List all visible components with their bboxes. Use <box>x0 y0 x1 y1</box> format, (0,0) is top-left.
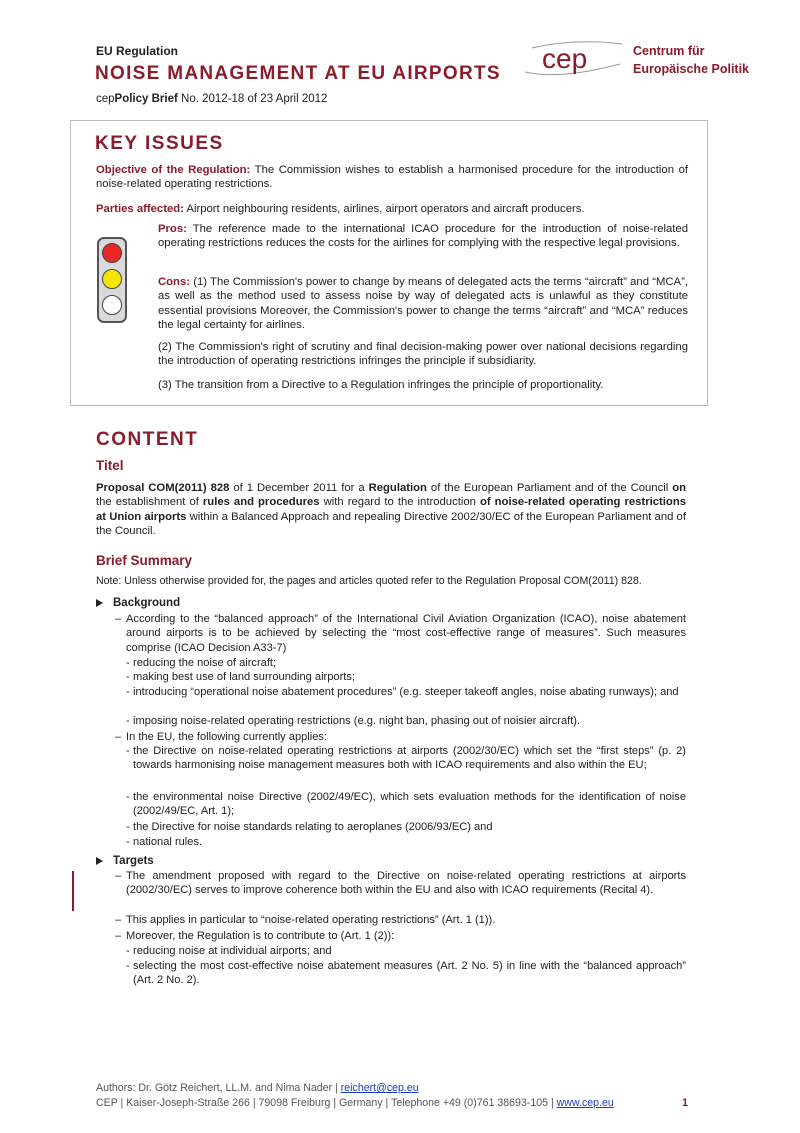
list-item-text: the Directive for noise standards relating to aeroplanes (2006/93/EC) and <box>133 821 493 833</box>
cep-logo-text: cep <box>542 43 588 74</box>
yellow-light-icon <box>102 269 122 289</box>
list-item <box>126 670 686 684</box>
change-marker-bar <box>72 871 74 911</box>
background-heading <box>96 597 180 609</box>
parties-paragraph <box>96 202 688 216</box>
triangle-bullet-icon <box>96 599 103 607</box>
address-text: CEP | Kaiser-Joseph-Straße 266 | 79098 Freiburg | Germany | Telephone +49 (0)761 38693-105 | <box>96 1097 557 1109</box>
logo-line-1: Centrum für <box>633 44 705 58</box>
list-item <box>126 656 686 670</box>
list-marker: - <box>126 791 130 803</box>
objective-paragraph <box>96 163 688 192</box>
list-item <box>115 869 686 898</box>
cons-2-paragraph: (2) The Commission's right of scrutiny and final decision-making power over national decisions regarding the introduction of operating restrictions infringes the principle if subsidiarity. <box>158 341 688 368</box>
cons-label: Cons: <box>158 276 191 288</box>
brief-rest: No. 2012-18 of 23 April 2012 <box>177 93 328 105</box>
list-item <box>126 744 686 773</box>
list-item-text: In the EU, the following currently applies: <box>126 731 328 743</box>
cons-text: (1) The Commission's power to change by means of delegated acts the terms “aircraft” and “MCA”, as well as the method used to assess noise by way of delegated acts is unlawful as they constitute essential provisions Moreover, the Commission's power to change the terms “aircraft” and “MCA” reduces the legal certainty for airlines. <box>158 276 688 331</box>
list-item <box>126 959 686 988</box>
brief-summary-heading: Brief Summary <box>96 553 193 568</box>
list-item-text: the Directive on noise-related operating restrictions at airports (2002/30/EC) which set the “first steps” (p. 2) towards harmonising noise management measures both with ICAO requirements and also within the EU; <box>133 745 686 772</box>
list-marker: – <box>115 613 122 625</box>
parties-text: Airport neighbouring residents, airlines, airport operators and aircraft producers. <box>183 203 585 215</box>
list-item <box>126 685 686 699</box>
targets-heading <box>96 855 154 867</box>
list-item <box>115 913 686 927</box>
cep-logo-mark-icon <box>520 28 630 88</box>
brief-prefix: cep <box>96 93 115 105</box>
targets-heading-label: Targets <box>113 855 154 867</box>
list-item-text: This applies in particular to “noise-related operating restrictions” (Art. 1 (1)). <box>126 914 496 926</box>
cons-3-paragraph: (3) The transition from a Directive to a Regulation infringes the principle of proportionality. <box>158 379 604 391</box>
list-item-text: the environmental noise Directive (2002/49/EC), which sets evaluation methods for the identification of noise (2002/49/EC, Art. 1); <box>133 791 686 818</box>
list-marker: - <box>126 657 130 669</box>
pros-text: The reference made to the international ICAO procedure for the introduction of noise-related operating restrictions reduces the costs for the airlines for complying with the respective legal provisions. <box>158 223 688 250</box>
header-kicker: EU Regulation <box>96 44 179 58</box>
list-marker: - <box>126 945 130 957</box>
cep-logo-name <box>633 42 749 78</box>
brief-reference <box>96 93 327 105</box>
titel-run: of the European Parliament and of the Council <box>426 482 673 494</box>
list-item <box>126 835 686 849</box>
list-marker: - <box>126 671 130 683</box>
titel-paragraph <box>96 481 686 538</box>
list-item <box>126 790 686 819</box>
titel-run: of 1 December 2011 for a <box>229 482 369 494</box>
list-item <box>115 730 686 744</box>
page-number: 1 <box>682 1097 689 1109</box>
list-item-text: According to the “balanced approach” of the International Civil Aviation Organization (ICAO), noise abatement around airports is to be achieved by selecting the “most cost-effective range of measures”. Such measures comprise (ICAO Decision A33-7) <box>126 613 686 654</box>
list-item <box>126 944 686 958</box>
list-marker: - <box>126 836 130 848</box>
titel-run: the establishment of <box>96 496 203 509</box>
objective-text: The Commission wishes to establish a harmonised procedure for the introduction of noise-related operating restrictions. <box>96 164 688 191</box>
pros-paragraph <box>158 222 688 251</box>
document-title: NOISE MANAGEMENT AT EU AIRPORTS <box>95 63 501 84</box>
list-item-text: reducing the noise of aircraft; <box>133 657 277 669</box>
cons-paragraph <box>158 275 688 332</box>
white-light-icon <box>102 295 122 315</box>
cep-logo <box>520 28 760 88</box>
list-marker: - <box>126 715 130 727</box>
objective-label: Objective of the Regulation: <box>96 164 251 176</box>
list-item-text: imposing noise-related operating restrictions (e.g. night ban, phasing out of noisier aircraft). <box>133 715 581 727</box>
list-item-text: reducing noise at individual airports; and <box>133 945 332 957</box>
pros-label: Pros: <box>158 223 187 235</box>
titel-run: Proposal COM(2011) 828 <box>96 482 230 494</box>
red-light-icon <box>102 243 122 263</box>
list-marker: - <box>126 686 130 698</box>
list-marker: – <box>115 731 122 743</box>
website-link[interactable]: www.cep.eu <box>556 1097 614 1109</box>
triangle-bullet-icon <box>96 857 103 865</box>
author-email-link[interactable]: reichert@cep.eu <box>340 1082 419 1094</box>
titel-run: with regard to the introduction <box>319 496 480 509</box>
titel-run: of noise-related operating restrictions at Union airports <box>96 496 686 523</box>
list-item-text: The amendment proposed with regard to the Directive on noise-related operating restrictions at airports (2002/30/EC) serves to improve coherence both within the EU and also with ICAO requirements (Recital 4). <box>126 870 686 897</box>
list-item <box>115 612 686 655</box>
note-text: Note: Unless otherwise provided for, the pages and articles quoted refer to the Regulation Proposal COM(2011) 828. <box>96 575 642 587</box>
list-item-text: making best use of land surrounding airports; <box>133 671 355 683</box>
footer-authors <box>96 1082 419 1094</box>
content-heading: CONTENT <box>96 429 199 450</box>
brief-bold: Policy Brief <box>114 93 178 105</box>
logo-line-2: Europäische Politik <box>633 62 750 76</box>
list-item <box>126 820 686 834</box>
titel-run: on <box>672 482 686 494</box>
titel-heading: Titel <box>96 458 124 473</box>
list-marker: – <box>115 914 122 926</box>
parties-label: Parties affected: <box>96 203 184 215</box>
list-item <box>115 929 686 943</box>
list-marker: - <box>126 821 130 833</box>
background-heading-label: Background <box>113 597 181 609</box>
titel-run: rules and procedures <box>202 496 320 509</box>
list-item-text: Moreover, the Regulation is to contribute to (Art. 1 (2)): <box>126 930 395 942</box>
titel-run: Regulation <box>368 482 427 494</box>
authors-text: Authors: Dr. Götz Reichert, LL.M. and Nima Nader | <box>96 1082 341 1094</box>
list-marker: - <box>126 745 130 757</box>
list-item <box>126 714 686 728</box>
list-item-text: selecting the most cost-effective noise abatement measures (Art. 2 No. 5) in line with the “balanced approach” (Art. 2 No. 2). <box>133 960 686 987</box>
list-marker: – <box>115 930 122 942</box>
key-issues-heading: KEY ISSUES <box>95 133 224 154</box>
list-item-text: introducing “operational noise abatement procedures” (e.g. steeper takeoff angles, noise abating runways); and <box>133 686 679 698</box>
key-issues-box <box>70 120 708 406</box>
list-marker: - <box>126 960 130 972</box>
list-item-text: national rules. <box>133 836 203 848</box>
list-marker: – <box>115 870 122 882</box>
titel-run: within a Balanced Approach and repealing Directive 2002/30/EC of the European Parliament and of the Council. <box>96 510 686 537</box>
footer-address <box>96 1097 614 1109</box>
traffic-light-icon <box>97 237 127 323</box>
